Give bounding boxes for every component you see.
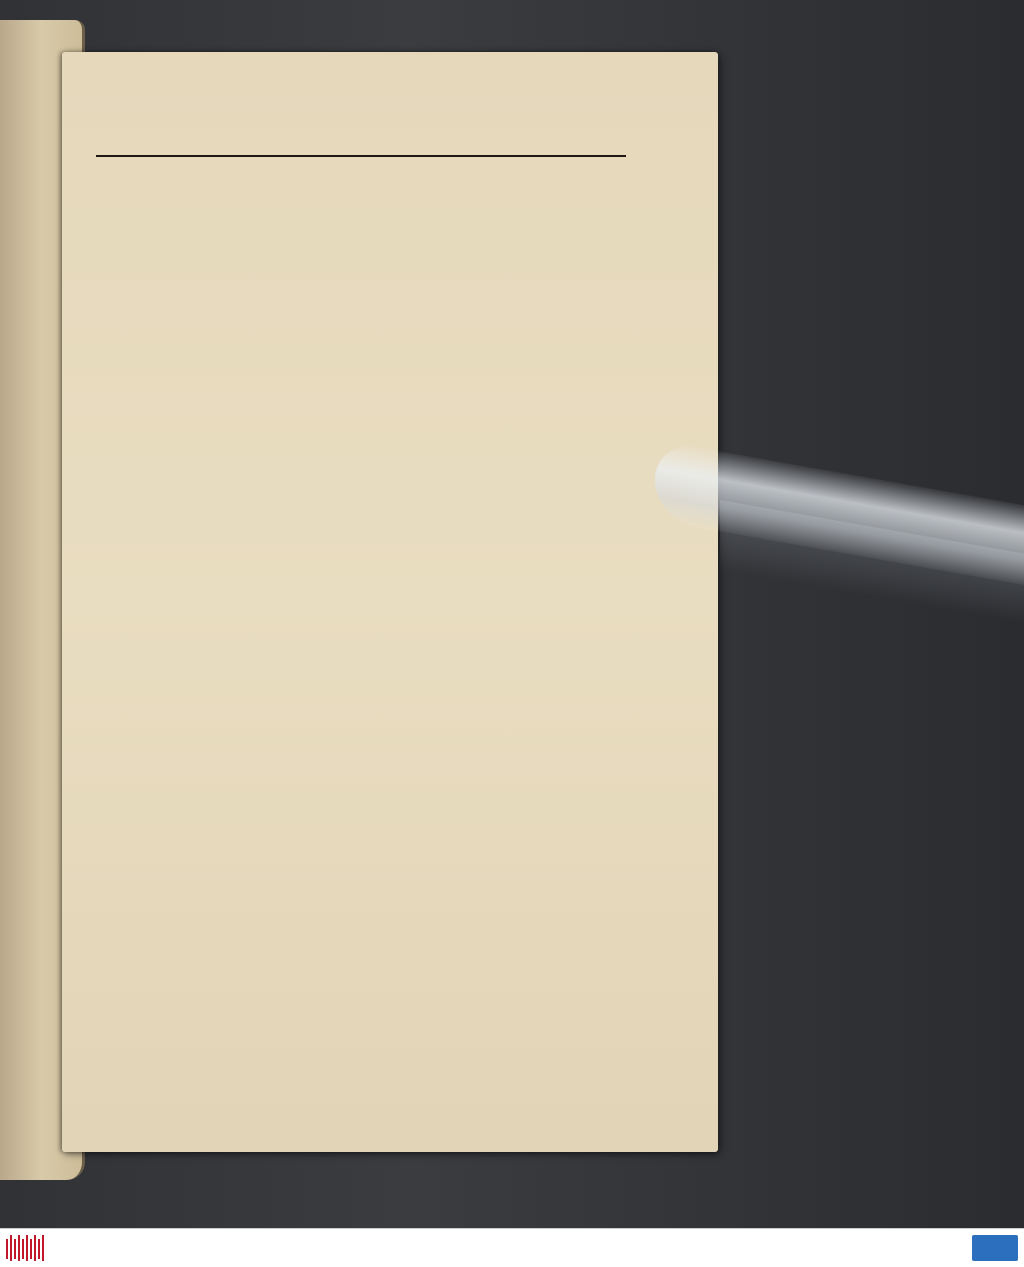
dfg-logo — [972, 1235, 1018, 1261]
section-heading — [100, 530, 630, 580]
page-header — [96, 115, 626, 157]
book-page — [62, 52, 718, 1152]
footer-bar — [0, 1228, 1024, 1267]
hab-logo-icon — [4, 1233, 48, 1263]
